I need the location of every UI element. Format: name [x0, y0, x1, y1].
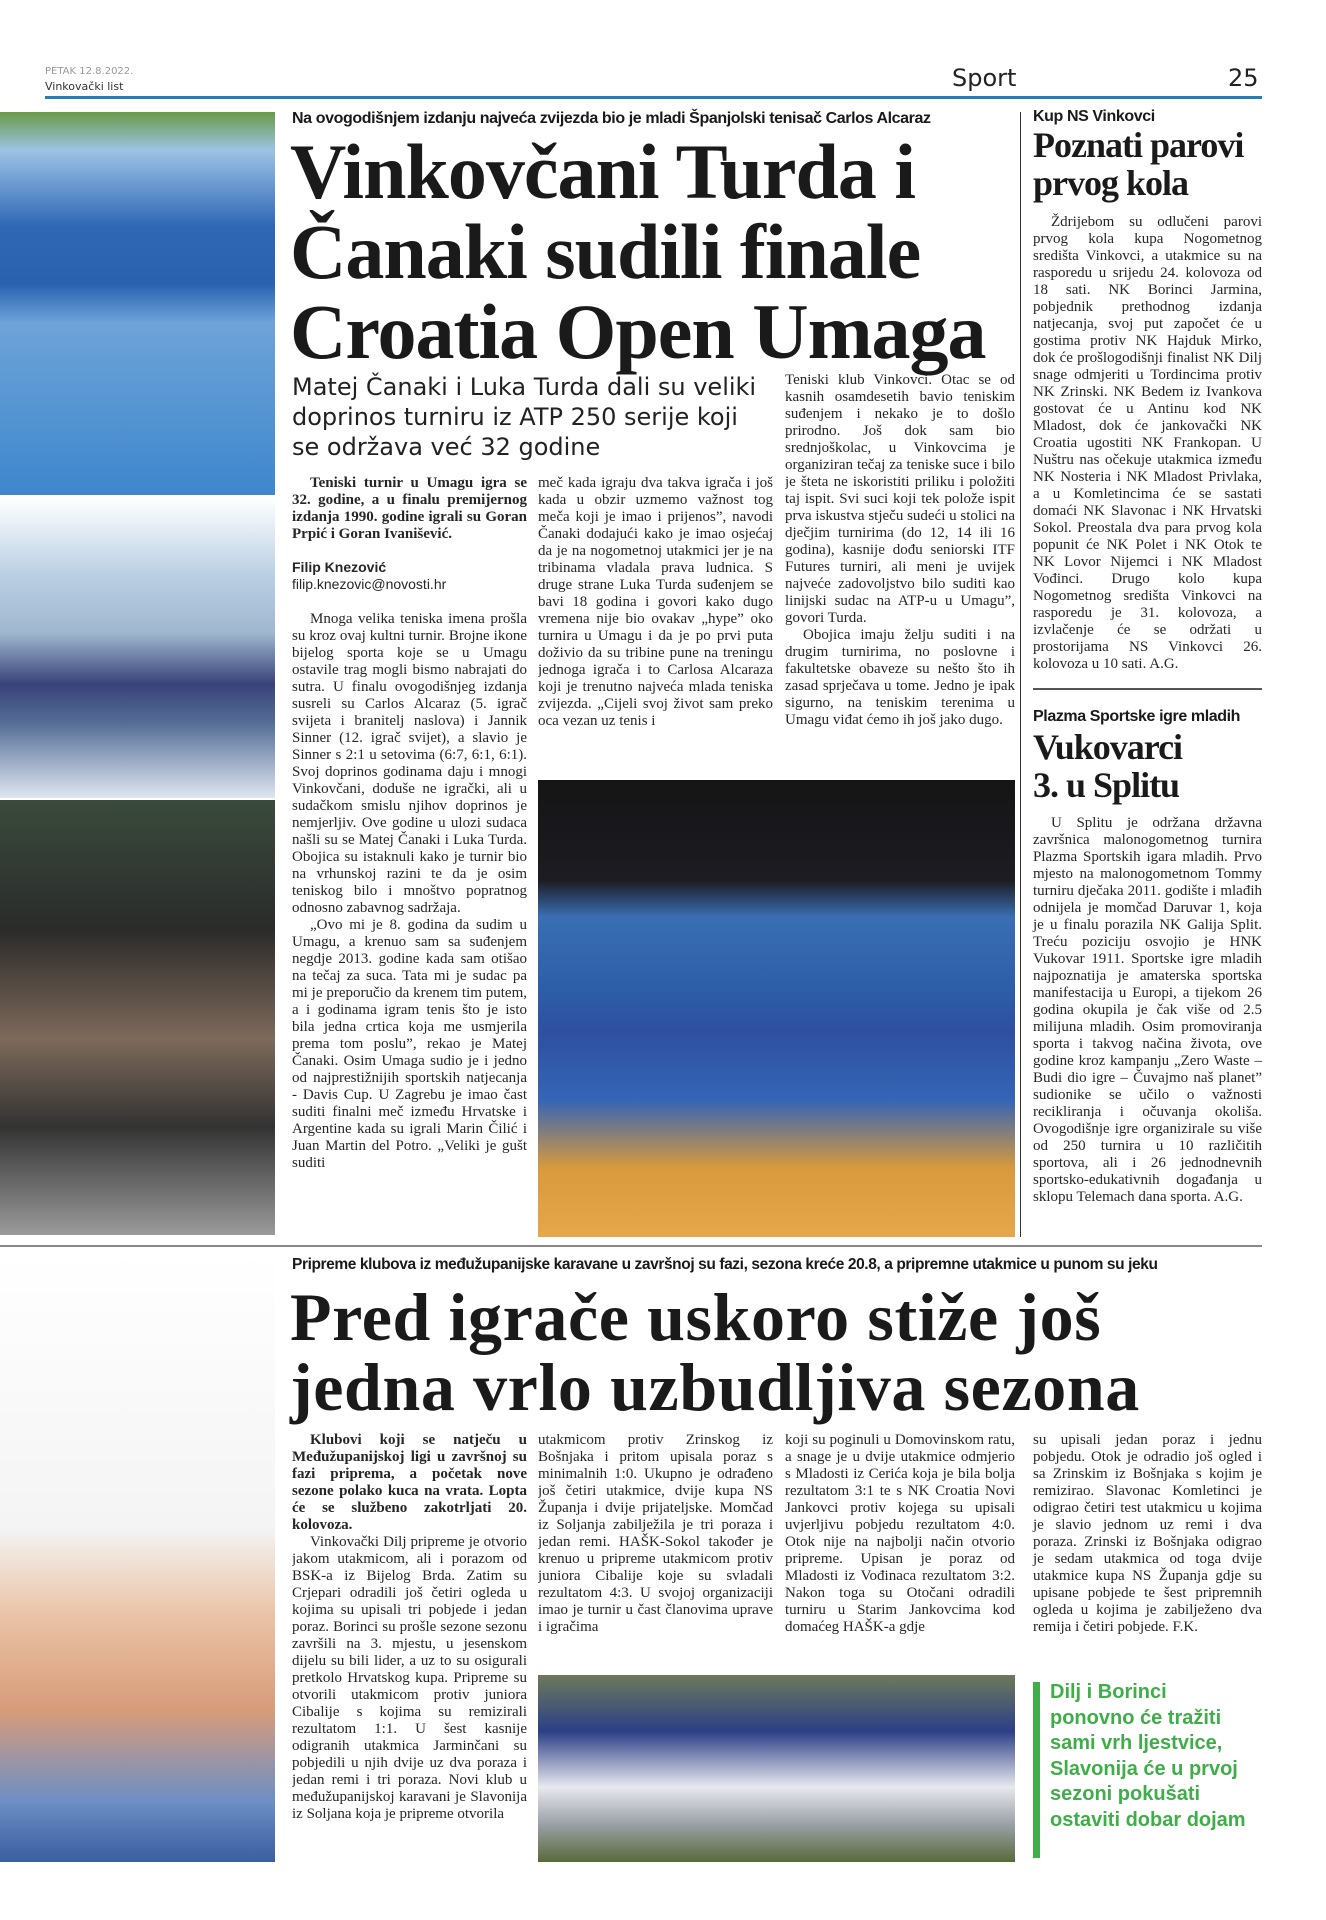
headline-line: Vukovarci — [1033, 727, 1183, 767]
headline-line: Croatia Open Umaga — [290, 288, 986, 375]
side2-body — [1033, 815, 1262, 1206]
photo-fans-group — [0, 800, 275, 1235]
section-separator — [0, 1245, 1262, 1247]
paragraph: U Splitu je održana državna završnica malonogometnog turnira Plazma Sportskih igara mladih. Prvo mjesto na malonogometnom Tommy turniru dječaka 2011. godište i mlađih odnijela je momčad Daruvar 1, koja je u finalu porazila NK Galija Split. Treću poziciju osvojio je HNK Vukovar 1911. Sportske igre mladih najpoznatija je amaterska sportska manifestacija u Europi, a tijekom 26 godina okupila je čak više od 2.5 milijuna mladih. Osim promoviranja sporta i takvog načina života, ove godine kroz kampanju „Zero Waste – Budi dio igre – Čuvajmo naš planet” sudionike se učilo o važnosti recikliranja i očuvanja okoliša. Ovogodišnje igre organizirale su više od 250 turnira u 10 različitih sportova, ali i 26 jednodnevnih sportsko-edukativnih događanja u sklopu Telemach dana sporta. A.G. — [1033, 815, 1262, 1205]
header-date: PETAK 12.8.2022. — [45, 66, 134, 77]
main-headline — [290, 128, 986, 375]
headline-line: prvog kola — [1033, 163, 1189, 203]
side2-headline — [1033, 728, 1182, 804]
paragraph: meč kada igraju dva takva igrača i još kada u obzir uzmemo važnost tog meča koji je imao i prijenos”, navodi Čanaki dodajući kako je imao osjećaj da je na nogometnoj utakmici jer je na tribinama vladala prava ludnica. S druge strane Luka Turda suđenjem se bavi 18 godina i govori kako dugo vremena nije bio ovakav „hype” oko turnira u Umagu i da je po prvi puta doživio da su tribine pune na treningu jednoga igrača i to Carlosa Alcaraza koji je trenutno najveća mlada teniska zvijezda. „Cijeli svoj život sam preko oca vezan uz tenis i — [538, 475, 773, 729]
headline-line: Poznati parovi — [1033, 125, 1244, 165]
paragraph: Obojica imaju želju suditi i na drugim turnirima, no poslovne i fakultetske obaveze su nešto što ih zasad sprječava u tome. Jedno je ipak sigurno, na teniskim terenima u Umagu viđat ćemo ih još jako dugo. — [785, 627, 1015, 728]
photo-umag-referees — [538, 780, 1015, 1237]
header-paper: Vinkovački list — [45, 80, 124, 93]
photo-team-celebration — [538, 1675, 1015, 1862]
main-kicker: Na ovogodišnjem izdanju najveća zvijezda bio je mladi Španjolski tenisač Carlos Alcaraz — [292, 110, 931, 127]
headline-line: jedna vrlo uzbudljiva sezona — [290, 1349, 1140, 1425]
paragraph: utakmicom protiv Zrinskog iz Bošnjaka i pritom upisala poraz s minimalnih 1:0. Ukupno je odrađeno još četiri utakmice, dvije kupa NS Županja i dvije prijateljske. Momčad iz Soljanja zabilježila je tri poraza i jedan remi. HAŠK-Sokol također je krenuo u pripreme utakmicom protiv juniora Cibalije koje su svladali rezultatom 4:3. U svojoj organizaciji imao je turnir u čast članovima uprave i igračima — [538, 1432, 773, 1635]
side2-kicker: Plazma Sportske igre mladih — [1033, 708, 1241, 725]
main-column-1 — [292, 475, 527, 1237]
header-rule — [45, 96, 1262, 99]
main-deck: Matej Čanaki i Luka Turda dali su veliki doprinos turniru iz ATP 250 serije koji se održava već 32 godine — [292, 373, 757, 461]
bottom-column-3 — [785, 1432, 1015, 1672]
paragraph: Teniski klub Vinkovci. Otac se od kasnih osamdesetih bavio teniskim suđenjem i nekako je to došlo prirodno. Još dok sam bio srednjoškolac, u Vinkovcima je organiziran tečaj za teniske suce i bilo je šteta ne iskoristiti priliku i položiti taj ispit. Svi suci koji tek polože ispit prva iskustva stječu sudeći u stolici na dječjim turnirima (do 12, 14 ili 16 godina), kasnije dođu seniorski ITF Futures turniri, ali meni je uvijek najveće zadovoljstvo bilo suditi kao linijski sudac na ATP-u u Umagu”, govori Turda. — [785, 372, 1015, 626]
page-number: 25 — [1228, 64, 1259, 92]
side-divider — [1033, 688, 1262, 690]
photo-crowd — [0, 498, 275, 798]
pullquote-bar — [1033, 1682, 1040, 1858]
bottom-column-2 — [538, 1432, 773, 1672]
main-lead: Teniski turnir u Umagu igra se 32. godine, a u finalu premijernog izdanja 1990. godine igrali su Goran Prpić i Goran Ivanišević. — [292, 475, 527, 542]
headline-line: Vinkovčani Turda i — [290, 128, 916, 215]
main-column-3 — [785, 372, 1015, 772]
side1-kicker: Kup NS Vinkovci — [1033, 108, 1155, 125]
bottom-column-1 — [292, 1432, 527, 1864]
headline-line: Pred igrače uskoro stiže još — [290, 1279, 1102, 1355]
paragraph: su upisali jedan poraz i jednu pobjedu. Otok je odradio još ogled i sa Zrinskim iz Bošnjaka s kojim je remizirao. Slavonac Komletinci je odigrao četiri test utakmicu u kojima je slavio jednom uz remi i dva poraza. Zrinski iz Bošnjaka odigrao je sedam utakmica od toga dvije utakmice kupa NS Županja gdje su upisane pobjede te šest pripremnih ogleda u kojima je zabilježeno dva remija i četiri pobjede. F.K. — [1033, 1432, 1262, 1635]
side1-body — [1033, 214, 1262, 673]
author-email[interactable]: filip.knezovic@novosti.hr — [292, 576, 447, 592]
bottom-lead: Klubovi koji se natječu u Međužupanijskoj ligi u završnoj su fazi priprema, a početak nove sezone polako kuca na vrata. Lopta će se službeno zakotrljati 20. kolovoza. — [292, 1432, 527, 1533]
bottom-headline — [290, 1279, 1140, 1425]
photo-tennis-court — [0, 112, 275, 495]
paragraph: Vinkovački Dilj pripreme je otvorio jakom utakmicom, ali i porazom od BSK-a iz Bijelog Brda. Zatim su Crjepari odradili još četiri ogleda u kojima su upisali tri pobjede i jedan poraz. Borinci su prošle sezone sezonu završili na 3. mjestu, u jesenskom dijelu su bili lider, a uz to su osigurali pretkolo Hrvatskog kupa. Pripreme su otvorili utakmicom protiv juniora Cibalije s kojima su remizirali rezultatom 1:1. U šest kasnije odigranih utakmica Jarminčani su pobjedili u njih dvije uz dva poraza i jedan remi i tri poraza. Novi klub u međužupanijskoj karavani je Slavonija iz Soljana koja je pripreme otvorila — [292, 1534, 527, 1822]
main-column-2 — [538, 475, 773, 770]
bottom-kicker: Pripreme klubova iz međužupanijske karavane u završnoj su fazi, sezona kreće 20.8, a pripremne utakmice u punom su jeku — [292, 1256, 1158, 1273]
paragraph: koji su poginuli u Domovinskom ratu, a snage je u dvije utakmice odmjerio s Mladosti iz Cerića koja je bila bolja rezultatom 3:1 te s NK Croatia Novi Jankovci protiv kojega su upisali uvjerljivu pobjedu rezultatom 4:0. Otok nije na najbolji način otvorio pripreme. Upisan je poraz od Mladosti iz Vođinaca rezultatom 3:2. Nakon toga su Otočani odradili turniru u Starim Jankovcima kod domaćeg HAŠK-a gdje — [785, 1432, 1015, 1635]
photo-player-leg — [0, 1252, 275, 1862]
column-divider — [1020, 112, 1021, 1237]
bottom-column-4 — [1033, 1432, 1262, 1636]
side1-headline — [1033, 126, 1243, 202]
author-name: Filip Knezović — [292, 559, 387, 575]
headline-line: Čanaki sudili finale — [290, 208, 921, 295]
header-section: Sport — [952, 64, 1017, 92]
paragraph: Mnoga velika teniska imena prošla su kroz ovaj kultni turnir. Brojne ikone bijelog sporta koje se u Umagu ostavile trag mogli bismo nabrajati do sutra. U finalu ovogodišnjeg izdanja susreli su Carlos Alcaraz (5. igrač svijeta i branitelj naslova) i Jannik Sinner (12. igrač svijet), a slavio je Sinner s 2:1 u setovima (6:7, 6:1, 6:1). Svoj doprinos godinama daju i mnogi Vinkovčani, doduše ne igrački, ali u sudačkom smislu njihov doprinos je nemjerljiv. Ove godine u ulozi sudaca našli su se Matej Čanaki i Luka Turda. Obojica su istaknuli kako je turnir bio na vrhunskoj razini te da je osim teniskog bilo i mnoštvo popratnog odnosno zabavnog sadržaja. — [292, 611, 527, 916]
pullquote: Dilj i Borinci ponovno će tražiti sami vrh ljestvice, Slavonija će u prvoj sezoni pokušati ostaviti dobar dojam — [1050, 1681, 1246, 1831]
paragraph: „Ovo mi je 8. godina da sudim u Umagu, a krenuo sam sa suđenjem negdje 2013. godine kada sam otišao na tečaj za suca. Tata mi je sudac pa mi je preporučio da krenem tim putem, a i godinama igram tenis što je isto bila jedna crtica koja me usmjerila prema tom poslu”, rekao je Matej Čanaki. Osim Umaga sudio je i jedno od najprestižnijih sportskih natjecanja - Davis Cup. U Zagrebu je imao čast suditi finalni meč između Hrvatske i Argentine kada su igrali Marin Čilić i Juan Martin del Potro. „Veliki je gušt suditi — [292, 917, 527, 1171]
paragraph: Ždrijebom su odlučeni parovi prvog kola kupa Nogometnog središta Vinkovci, a utakmice su na rasporedu u srijedu 24. kolovoza od 18 sati. NK Borinci Jarmina, pobjednik prethodnog izdanja natjecanja, svoj put započet će u gostima protiv NK Hajduk Mirko, dok će prošlogodišnji finalist NK Dilj snage odmjeriti u Tordincima protiv NK Zrinski. NK Bedem iz Ivankova gostovat će u Antinu kod NK Mladost, dok će jankovački NK Croatia ugostiti NK Frankopan. U Nuštru nas očekuje utakmica između NK Nosteria i NK Mladost Privlaka, a u Komletincima će se sastati domaći NK Slavonac i NK Hrvatski Sokol. Preostala dva para prvog kola popunit će NK Polet i NK Otok te NK Lovor Nijemci i NK Mladost Vođinci. Drugo kolo kupa Nogometnog središta Vinkovci na rasporedu je 31. kolovoza, a izvlačenje će se održati u prostorijama NS Vinkovci 26. kolovoza u 10 sati. A.G. — [1033, 214, 1262, 672]
headline-line: 3. u Splitu — [1033, 765, 1180, 805]
